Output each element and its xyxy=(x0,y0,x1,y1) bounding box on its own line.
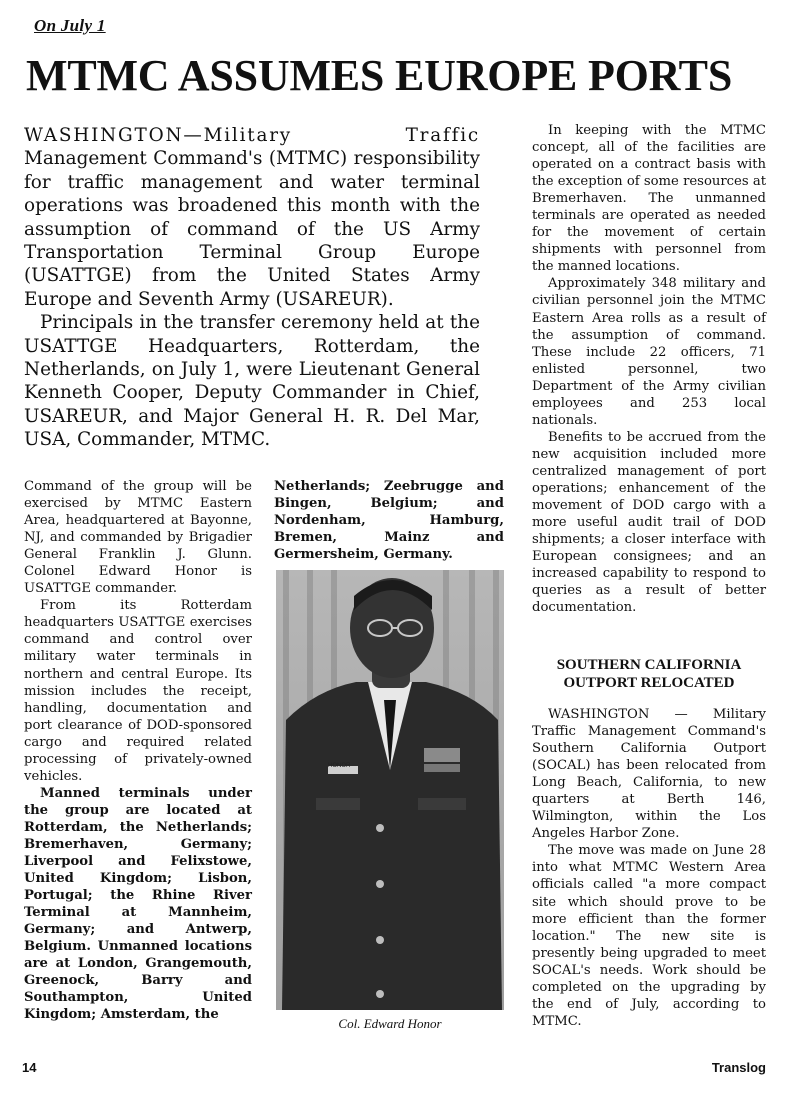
lead-paragraph-1: WASHINGTON—Military Traffic Management Command's (MTMC) responsibility for traffic management and water terminal operations was broadened this month with the assumption of command of the US Army Transportation Terminal Group Europe (USATTGE) from the United States Army Europe and Seventh Army (USAREUR). xyxy=(24,125,480,310)
body-paragraph: Approximately 348 military and civilian personnel join the MTMC Eastern Area rolls as a result of the assumption of command. These include 22 officers, 71 enlisted personnel, two Department of the Army civilian employees and 253 local nationals. xyxy=(532,276,766,428)
lead-paragraph-2: Principals in the transfer ceremony held at the USATTGE Headquarters, Rotterdam, the Netherlands, on July 1, were Lieutenant General Kenneth Cooper, Deputy Commander in Chief, USAREUR, and Major General H. R. Del Mar, USA, Commander, MTMC. xyxy=(24,312,480,451)
terminals-paragraph-continued: Netherlands; Zeebrugge and Bingen, Belgium; and Nordenham, Hamburg, Bremen, Mainz and Germersheim, Germany. xyxy=(274,479,504,563)
sidebar-story xyxy=(532,706,766,1030)
headline: MTMC ASSUMES EUROPE PORTS xyxy=(26,51,733,100)
column-right xyxy=(532,122,766,616)
portrait-photo xyxy=(276,570,504,1010)
portrait-illustration xyxy=(276,570,504,1010)
sidebar-paragraph-2: The move was made on June 28 into what MTMC Western Area officials called "a more compact site which should prove to be more efficient than the former location." The new site is presently being upgraded to meet SOCAL's needs. Work should be completed on the upgrading by the end of July, according to MTMC. xyxy=(532,843,766,1029)
kicker: On July 1 xyxy=(34,16,106,35)
terminals-paragraph: Manned terminals under the group are located at Rotterdam, the Netherlands; Bremerhaven, Germany; Liverpool and Felixstowe, United Kingdom; Lisbon, Portugal; the Rhine River Terminal at Mannheim, Germany; and Antwerp, Belgium. Unmanned locations are at London, Grangemouth, Greenock, Barry and Southampton, United Kingdom; Amsterdam, the xyxy=(24,785,252,1023)
lead-section xyxy=(24,124,480,452)
page-number: 14 xyxy=(22,1060,37,1075)
body-paragraph: In keeping with the MTMC concept, all of the facilities are operated on a contract basis with the exception of some resources at Bremerhaven. The unmanned terminals are operated as needed for the movement of certain shipments with personnel from the manned locations. xyxy=(532,123,766,275)
photo-caption: Col. Edward Honor xyxy=(338,1016,442,1031)
publication-name: Translog xyxy=(711,1060,766,1075)
column-left xyxy=(24,478,252,1024)
name-tag: HONOR xyxy=(328,763,351,769)
body-paragraph: Benefits to be accrued from the new acquisition included more centralized management of port operations; enhancement of the movement of DOD cargo with a more useful audit trail of DOD shipments; a closer interface with European consignees; and an increased capability to respond to queries as a result of better documentation. xyxy=(532,429,766,616)
body-paragraph: Command of the group will be exercised by MTMC Eastern Area, headquartered at Bayonne, NJ, and commanded by Brigadier General Franklin J. Glunn. Colonel Edward Honor is USATTGE commander. xyxy=(24,479,252,597)
body-paragraph: From its Rotterdam headquarters USATTGE exercises command and control over military water terminals in northern and central Europe. Its mission includes the receipt, handling, documentation and port clearance of DOD-sponsored cargo and required related processing of privately-owned vehicles. xyxy=(24,598,252,784)
sidebar-title: SOUTHERN CALIFORNIA OUTPORT RELOCATED xyxy=(556,657,742,691)
sidebar-paragraph-1: WASHINGTON — Military Traffic Management Command's Southern California Outport (SOCAL) has been relocated from Long Beach, California, to new quarters at Berth 146, Wilmington, within the Los Angeles Harbor Zone. xyxy=(532,707,766,842)
column-middle xyxy=(274,478,504,563)
